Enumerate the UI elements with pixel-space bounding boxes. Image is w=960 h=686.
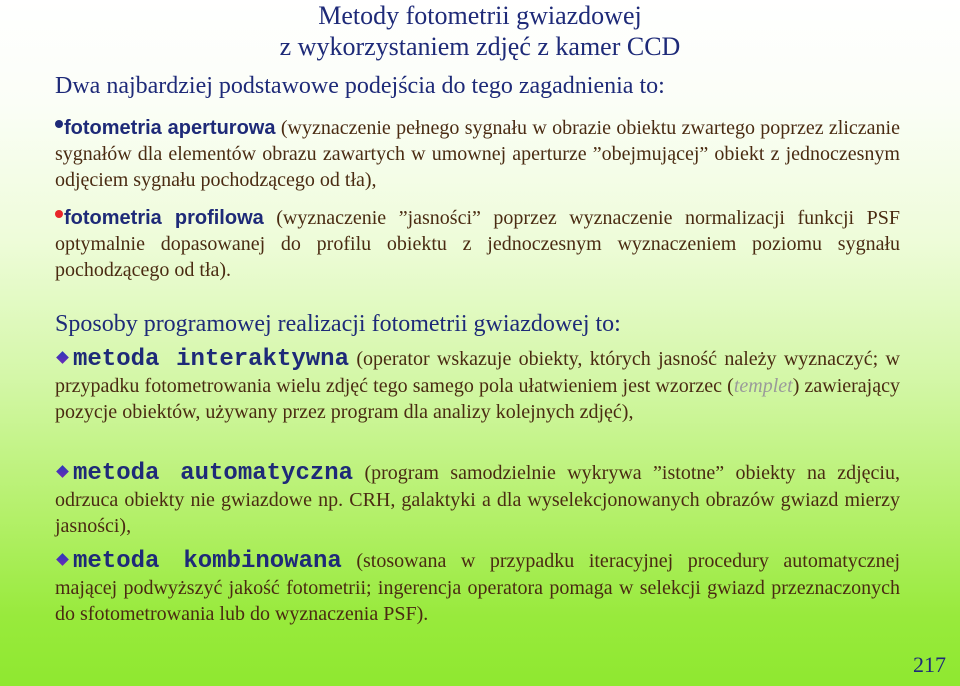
method-desc: ) zawierający pozycje obiektów, używany przez program dla analizy kolejnych zdjęć), (55, 375, 900, 423)
page-number: 217 (913, 652, 946, 677)
method-term: metoda kombinowana (73, 548, 342, 575)
approach-term: fotometria profilowa (64, 207, 264, 229)
approach-term: fotometria aperturowa (64, 117, 276, 139)
method-automatic (55, 460, 900, 539)
method-interactive (55, 346, 900, 425)
method-combined (55, 548, 900, 627)
method-term: metoda automatyczna (73, 460, 354, 487)
approach-desc: (wyznaczenie ”jasności” poprzez wyznaczenie normalizacji funkcji PSF optymalnie dopasowanej do profilu obiektu z jednoczesnym wyznaczeniem poziomu sygnału pochodzącego od tła). (55, 207, 900, 281)
intro-text: Dwa najbardziej podstawowe podejścia do tego zagadnienia to: (55, 73, 665, 99)
diamond-bullet-icon (56, 351, 69, 364)
methods-heading: Sposoby programowej realizacji fotometrii gwiazdowej to: (55, 311, 621, 337)
bullet-dot-icon (55, 120, 63, 128)
bullet-dot-icon (55, 210, 63, 218)
method-desc: (operator wskazuje obiekty, których jasność należy wyznaczyć; w przypadku fotometrowania wielu zdjęć tego samego pola ułatwieniem jest wzorzec ( (55, 348, 900, 397)
method-term: metoda interaktywna (73, 346, 349, 373)
title-line-1: Metody fotometrii gwiazdowej (318, 1, 642, 30)
title-line-2: z wykorzystaniem zdjęć z kamer CCD (279, 32, 681, 61)
method-desc: (program samodzielnie wykrywa ”istotne” obiekty na zdjęciu, odrzuca obiekty nie gwiazdowe np. CRH, galaktyki a dla wyselekcjonowanych obrazów gwiazd mierzy jasności), (55, 462, 900, 537)
method-desc-italic: templet (733, 375, 793, 397)
diamond-bullet-icon (56, 465, 69, 478)
slide-title (0, 0, 960, 62)
approach-profile (55, 205, 900, 283)
approach-aperture (55, 115, 900, 193)
approach-desc: (wyznaczenie pełnego sygnału w obrazie obiektu zwartego poprzez zliczanie sygnałów dla elementów obrazu zawartych w umownej aperturze ”obejmującej” obiekt z jednoczesnym odjęciem sygnału pochodzącego od tła), (55, 117, 900, 191)
method-desc: (stosowana w przypadku iteracyjnej procedury automatycznej mającej podwyższyć jakość fotometrii; ingerencja operatora pomaga w selekcji gwiazd przeznaczonych do sfotometrowania lub do wyznaczenia PSF). (55, 550, 900, 625)
diamond-bullet-icon (56, 553, 69, 566)
